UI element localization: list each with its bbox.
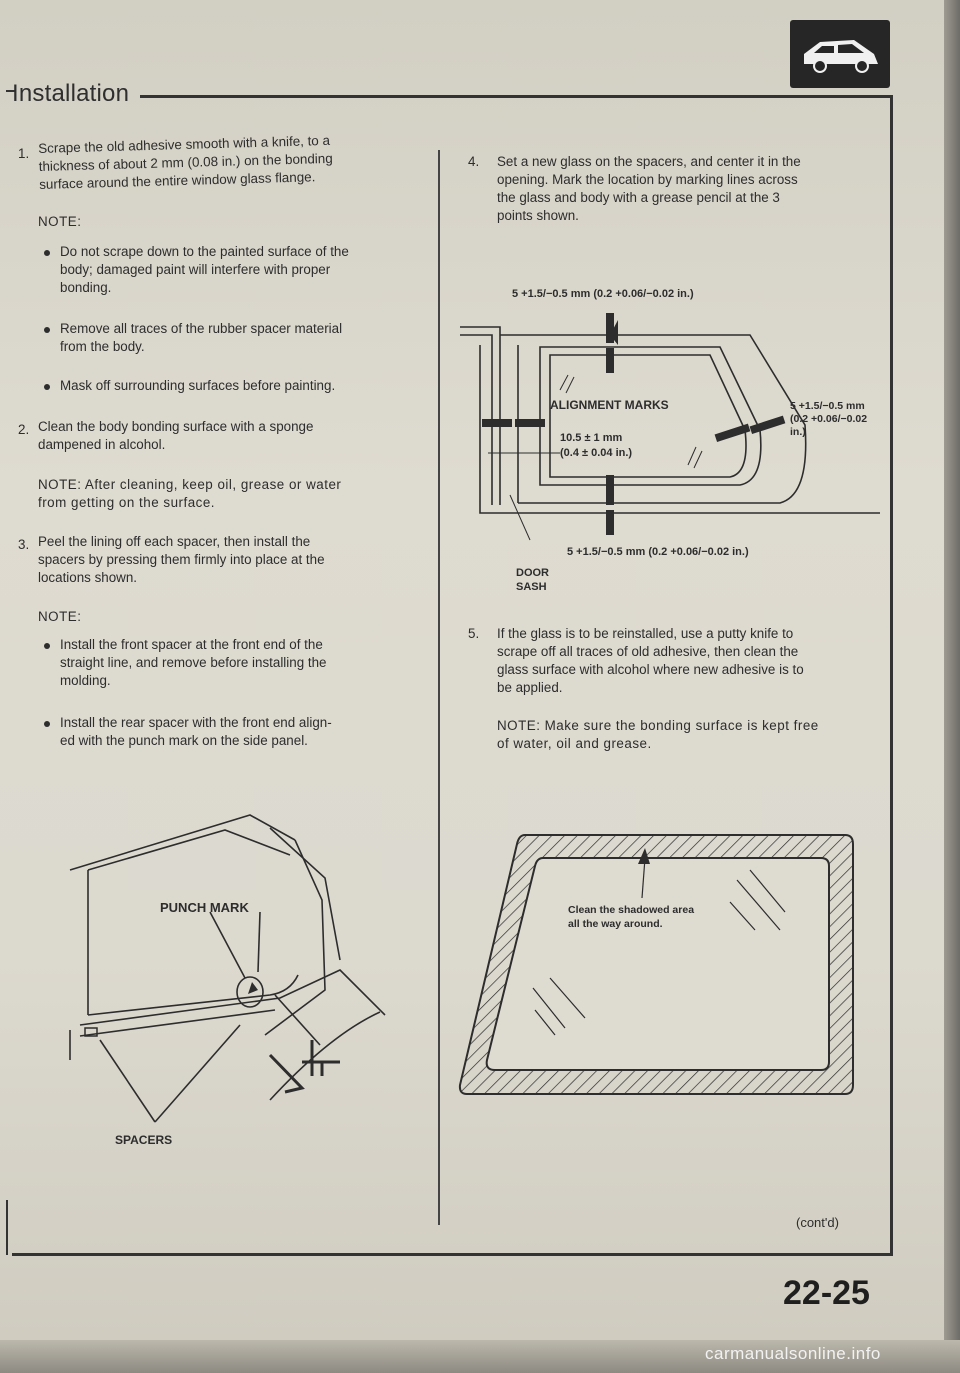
watermark: carmanualsonline.info bbox=[705, 1344, 881, 1363]
car-body-icon bbox=[790, 20, 890, 88]
glass-cleaning-figure bbox=[455, 830, 860, 1100]
section-title: Installation bbox=[12, 80, 130, 107]
dim-right: 5 +1.5/−0.5 mm (0.2 +0.06/−0.02 in.) bbox=[790, 400, 868, 438]
step-3-bullet-2 bbox=[60, 714, 332, 750]
step-3-note-label: NOTE: bbox=[38, 609, 82, 624]
text-line: If the glass is to be reinstalled, use a putty knife to bbox=[497, 626, 794, 641]
text-line: be applied. bbox=[497, 680, 563, 695]
text-line: dampened in alcohol. bbox=[38, 437, 166, 452]
frame-left-rule bbox=[6, 1200, 8, 1255]
text-line: opening. Mark the location by marking lines across bbox=[497, 172, 798, 187]
text-line: Remove all traces of the rubber spacer material bbox=[60, 321, 343, 336]
step-3-bullet-1 bbox=[60, 636, 326, 690]
text-line: all the way around. bbox=[568, 918, 663, 930]
text-line: Clean the shadowed area bbox=[568, 904, 695, 916]
step-2-number: 2. bbox=[18, 422, 30, 437]
text-line: points shown. bbox=[497, 208, 579, 223]
text-line: from getting on the surface. bbox=[38, 495, 216, 510]
punch-mark-label: PUNCH MARK bbox=[160, 900, 249, 915]
center-dim-in: (0.4 ± 0.04 in.) bbox=[560, 447, 633, 459]
center-dim-mm: 10.5 ± 1 mm bbox=[560, 432, 623, 444]
dim-top: 5 +1.5/−0.5 mm (0.2 +0.06/−0.02 in.) bbox=[512, 288, 694, 300]
continued-label: (cont'd) bbox=[796, 1215, 839, 1230]
bullet-dot bbox=[44, 250, 50, 256]
alignment-marks-label: ALIGNMENT MARKS bbox=[550, 398, 669, 412]
frame-right-rule bbox=[890, 95, 893, 1255]
page-number: 22-25 bbox=[783, 1274, 870, 1312]
text-line: molding. bbox=[60, 673, 111, 688]
step-3-text bbox=[38, 533, 325, 587]
clean-caption bbox=[568, 903, 694, 931]
step-3-number: 3. bbox=[18, 537, 30, 552]
text-line: Mask off surrounding surfaces before painting. bbox=[60, 378, 336, 393]
text-line: NOTE: Make sure the bonding surface is kept free bbox=[497, 718, 819, 733]
step-1-bullet-3 bbox=[60, 377, 335, 395]
text-line: Set a new glass on the spacers, and center it in the bbox=[497, 154, 801, 169]
page-edge-shadow bbox=[944, 0, 960, 1373]
spacer-location-figure bbox=[40, 800, 430, 1200]
text-line: DOOR bbox=[516, 567, 549, 579]
text-line: NOTE: After cleaning, keep oil, grease or water bbox=[38, 477, 342, 492]
step-1-number: 1. bbox=[18, 146, 30, 161]
text-line: body; damaged paint will interfere with proper bbox=[60, 262, 331, 277]
text-line: bonding. bbox=[60, 280, 112, 295]
text-line: Clean the body bonding surface with a sponge bbox=[38, 419, 314, 434]
text-line: Peel the lining off each spacer, then install the bbox=[38, 534, 311, 549]
text-line: glass surface with alcohol where new adhesive is to bbox=[497, 662, 804, 677]
bullet-dot bbox=[44, 643, 50, 649]
text-line: locations shown. bbox=[38, 570, 137, 585]
step-2-text bbox=[38, 418, 313, 454]
bullet-dot bbox=[44, 721, 50, 727]
step-5-text bbox=[497, 625, 804, 697]
dim-bottom: 5 +1.5/−0.5 mm (0.2 +0.06/−0.02 in.) bbox=[567, 546, 749, 558]
text-line: ed with the punch mark on the side panel. bbox=[60, 733, 308, 748]
step-1-text bbox=[38, 132, 333, 194]
text-line: surface around the entire window glass flange. bbox=[39, 169, 316, 192]
pointer-arrow bbox=[270, 1055, 302, 1092]
step-5-number: 5. bbox=[468, 626, 480, 641]
text-line: thickness of about 2 mm (0.08 in.) on the bonding bbox=[38, 150, 333, 174]
text-line: from the body. bbox=[60, 339, 145, 354]
text-line: Scrape the old adhesive smooth with a knife, to a bbox=[38, 132, 331, 156]
step-1-bullet-2 bbox=[60, 320, 342, 356]
text-line: the glass and body with a grease pencil at the 3 bbox=[497, 190, 780, 205]
step-5-note bbox=[497, 717, 819, 753]
spacers-label: SPACERS bbox=[115, 1133, 173, 1147]
door-sash-label bbox=[516, 566, 549, 594]
text-line: Install the rear spacer with the front end align- bbox=[60, 715, 332, 730]
step-2-note bbox=[38, 476, 341, 512]
spacer-symbol bbox=[302, 1040, 340, 1076]
bullet-dot bbox=[44, 327, 50, 333]
text-line: straight line, and remove before installing the bbox=[60, 655, 327, 670]
step-4-text bbox=[497, 153, 801, 225]
column-divider bbox=[438, 150, 440, 1225]
step-4-number: 4. bbox=[468, 154, 480, 169]
text-line: scrape off all traces of old adhesive, then clean the bbox=[497, 644, 799, 659]
spacer-shape bbox=[248, 982, 258, 994]
bullet-dot bbox=[44, 384, 50, 390]
text-line: spacers by pressing them firmly into place at the bbox=[38, 552, 325, 567]
step-1-bullet-1 bbox=[60, 243, 349, 297]
text-line: Install the front spacer at the front end of the bbox=[60, 637, 323, 652]
step-1-note-label: NOTE: bbox=[38, 214, 82, 229]
title-rule bbox=[140, 95, 892, 98]
text-line: Do not scrape down to the painted surface of the bbox=[60, 244, 349, 259]
frame-bottom-rule bbox=[12, 1253, 893, 1256]
text-line: SASH bbox=[516, 581, 547, 593]
text-line: of water, oil and grease. bbox=[497, 736, 652, 751]
